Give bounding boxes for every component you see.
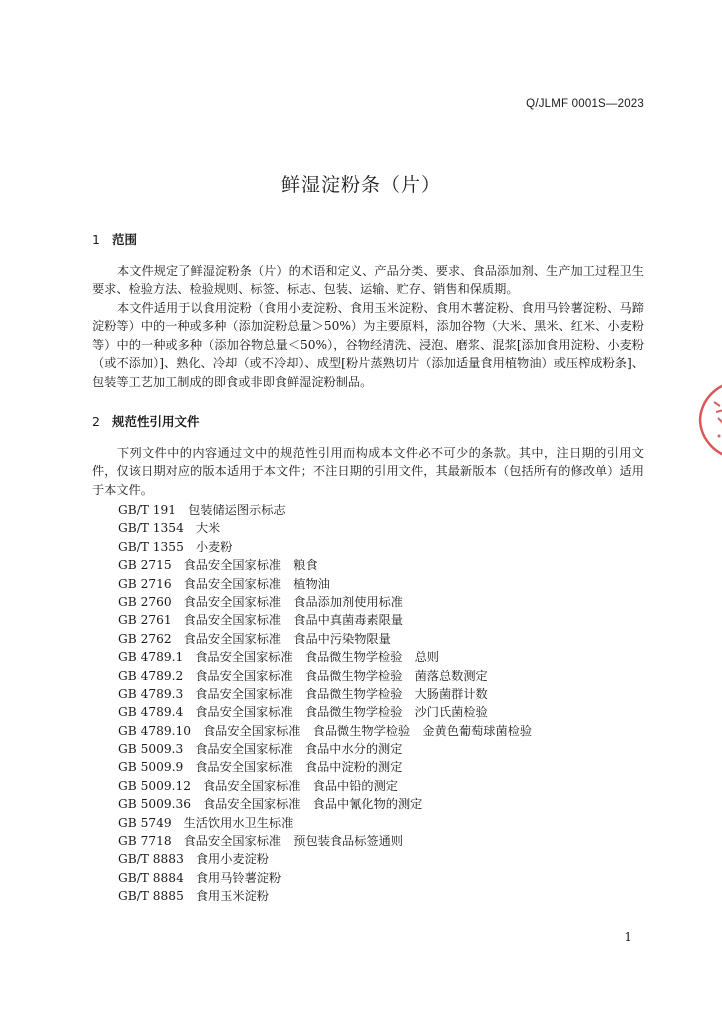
reference-title: 食品安全国家标准 食品中淀粉的测定 bbox=[195, 760, 403, 775]
section-heading-normative-references bbox=[92, 412, 200, 430]
reference-item bbox=[118, 795, 638, 813]
section-number: 2 bbox=[92, 414, 100, 429]
reference-code: GB 4789.1 bbox=[118, 650, 184, 665]
reference-title: 食品安全国家标准 食品微生物学检验 沙门氏菌检验 bbox=[195, 705, 488, 720]
reference-code: GB 2761 bbox=[118, 613, 172, 628]
reference-title: 食品安全国家标准 食品中污染物限量 bbox=[183, 631, 391, 646]
reference-code: GB 5009.12 bbox=[118, 778, 191, 793]
reference-title: 食品安全国家标准 食品中真菌毒素限量 bbox=[183, 613, 403, 628]
reference-title: 食品安全国家标准 食品微生物学检验 菌落总数测定 bbox=[195, 668, 488, 683]
reference-title: 食用玉米淀粉 bbox=[195, 889, 269, 904]
reference-code: GB 5009.3 bbox=[118, 742, 184, 757]
scope-paragraph-1: 本文件规定了鲜湿淀粉条（片）的术语和定义、产品分类、要求、食品添加剂、生产加工过程卫生要求、检验方法、检验规则、标签、标志、包装、运输、贮存、销售和保质期。 bbox=[92, 264, 644, 297]
reference-title: 食品安全国家标准 食品中氰化物的测定 bbox=[202, 797, 423, 812]
reference-code: GB 5749 bbox=[118, 815, 172, 830]
reference-title: 大米 bbox=[195, 521, 221, 536]
reference-item bbox=[118, 667, 638, 685]
section-title: 范围 bbox=[112, 232, 138, 247]
reference-item bbox=[118, 538, 638, 556]
document-title: 鲜湿淀粉条（片） bbox=[280, 174, 441, 196]
reference-code: GB/T 1355 bbox=[118, 539, 184, 554]
reference-code: GB/T 191 bbox=[118, 503, 177, 517]
section-number: 1 bbox=[92, 232, 100, 247]
reference-code: GB 4789.3 bbox=[118, 686, 184, 701]
reference-code: GB 5009.9 bbox=[118, 760, 184, 775]
reference-title: 食品安全国家标准 食品中铅的测定 bbox=[202, 778, 398, 793]
reference-item bbox=[118, 593, 638, 611]
reference-item bbox=[118, 722, 638, 740]
reference-item bbox=[118, 850, 638, 868]
reference-item bbox=[118, 611, 638, 629]
reference-item bbox=[118, 887, 638, 905]
reference-code: GB 5009.36 bbox=[118, 797, 191, 812]
reference-title: 食品安全国家标准 食品中水分的测定 bbox=[195, 742, 403, 757]
reference-title: 食品安全国家标准 食品微生物学检验 总则 bbox=[195, 650, 439, 665]
reference-code: GB/T 8885 bbox=[118, 889, 184, 904]
reference-code: GB 4789.2 bbox=[118, 668, 184, 683]
reference-item bbox=[118, 740, 638, 758]
reference-code: GB 4789.10 bbox=[118, 723, 191, 738]
reference-code: GB 2716 bbox=[118, 576, 172, 591]
reference-item bbox=[118, 814, 638, 832]
reference-code: GB/T 1354 bbox=[118, 521, 184, 536]
reference-item bbox=[118, 703, 638, 721]
section-heading-scope bbox=[92, 230, 137, 248]
reference-title: 食品安全国家标准 粮食 bbox=[183, 558, 318, 573]
reference-item bbox=[118, 832, 638, 850]
reference-title: 生活饮用水卫生标准 bbox=[183, 815, 294, 830]
reference-item bbox=[118, 519, 638, 537]
reference-title: 食品安全国家标准 食品添加剂使用标准 bbox=[183, 594, 403, 609]
reference-title: 包装储运图示标志 bbox=[188, 503, 286, 517]
reference-title: 食用马铃薯淀粉 bbox=[195, 870, 282, 885]
reference-code: GB/T 8884 bbox=[118, 870, 184, 885]
reference-title: 食品安全国家标准 植物油 bbox=[183, 576, 330, 591]
reference-item bbox=[118, 575, 638, 593]
reference-item bbox=[118, 501, 638, 519]
reference-code: GB 2760 bbox=[118, 594, 172, 609]
reference-item bbox=[118, 648, 638, 666]
reference-title: 食品安全国家标准 食品微生物学检验 大肠菌群计数 bbox=[195, 686, 488, 701]
references-intro-paragraph: 下列文件中的内容通过文中的规范性引用而构成本文件必不可少的条款。其中，注日期的引用文件，仅该日期对应的版本适用于本文件；不注日期的引用文件，其最新版本（包括所有的修改单）适用于本文件。 bbox=[92, 446, 644, 497]
reference-code: GB 4789.4 bbox=[118, 705, 184, 720]
reference-code: GB 2762 bbox=[118, 631, 172, 646]
reference-item bbox=[118, 556, 638, 574]
seal-stamp-fragment bbox=[692, 380, 722, 460]
reference-code: GB 2715 bbox=[118, 558, 172, 573]
reference-title: 食用小麦淀粉 bbox=[195, 852, 269, 867]
reference-item bbox=[118, 630, 638, 648]
reference-item bbox=[118, 758, 638, 776]
reference-title: 小麦粉 bbox=[195, 539, 233, 554]
scope-paragraph-2: 本文件适用于以食用淀粉（食用小麦淀粉、食用玉米淀粉、食用木薯淀粉、食用马铃薯淀粉、马蹄淀粉等）中的一种或多种（添加淀粉总量＞50%）为主要原料，添加谷物（大米、黑米、红米、小麦粉等）中的一种或多种（添加谷物总量＜50%），谷物经清洗、浸泡、磨浆、混浆[添加食用淀粉、小麦粉（或不添加）]、熟化、冷却（或不冷却）、成型[粉片蒸熟切片（添加适量食用植物油）或压榨成粉条]、包装等工艺加工制成的即食或非即食鲜湿淀粉制品。 bbox=[92, 301, 644, 389]
reference-title: 食品安全国家标准 预包装食品标签通则 bbox=[183, 834, 403, 849]
reference-list bbox=[118, 501, 638, 906]
reference-code: GB 7718 bbox=[118, 834, 172, 849]
reference-code: GB/T 8883 bbox=[118, 852, 184, 867]
reference-item bbox=[118, 777, 638, 795]
section-title: 规范性引用文件 bbox=[112, 414, 200, 429]
reference-title: 食品安全国家标准 食品微生物学检验 金黄色葡萄球菌检验 bbox=[202, 723, 533, 738]
reference-item bbox=[118, 869, 638, 887]
standard-code: Q/JLMF 0001S—2023 bbox=[526, 98, 644, 110]
reference-item bbox=[118, 685, 638, 703]
page-number: 1 bbox=[624, 930, 632, 944]
